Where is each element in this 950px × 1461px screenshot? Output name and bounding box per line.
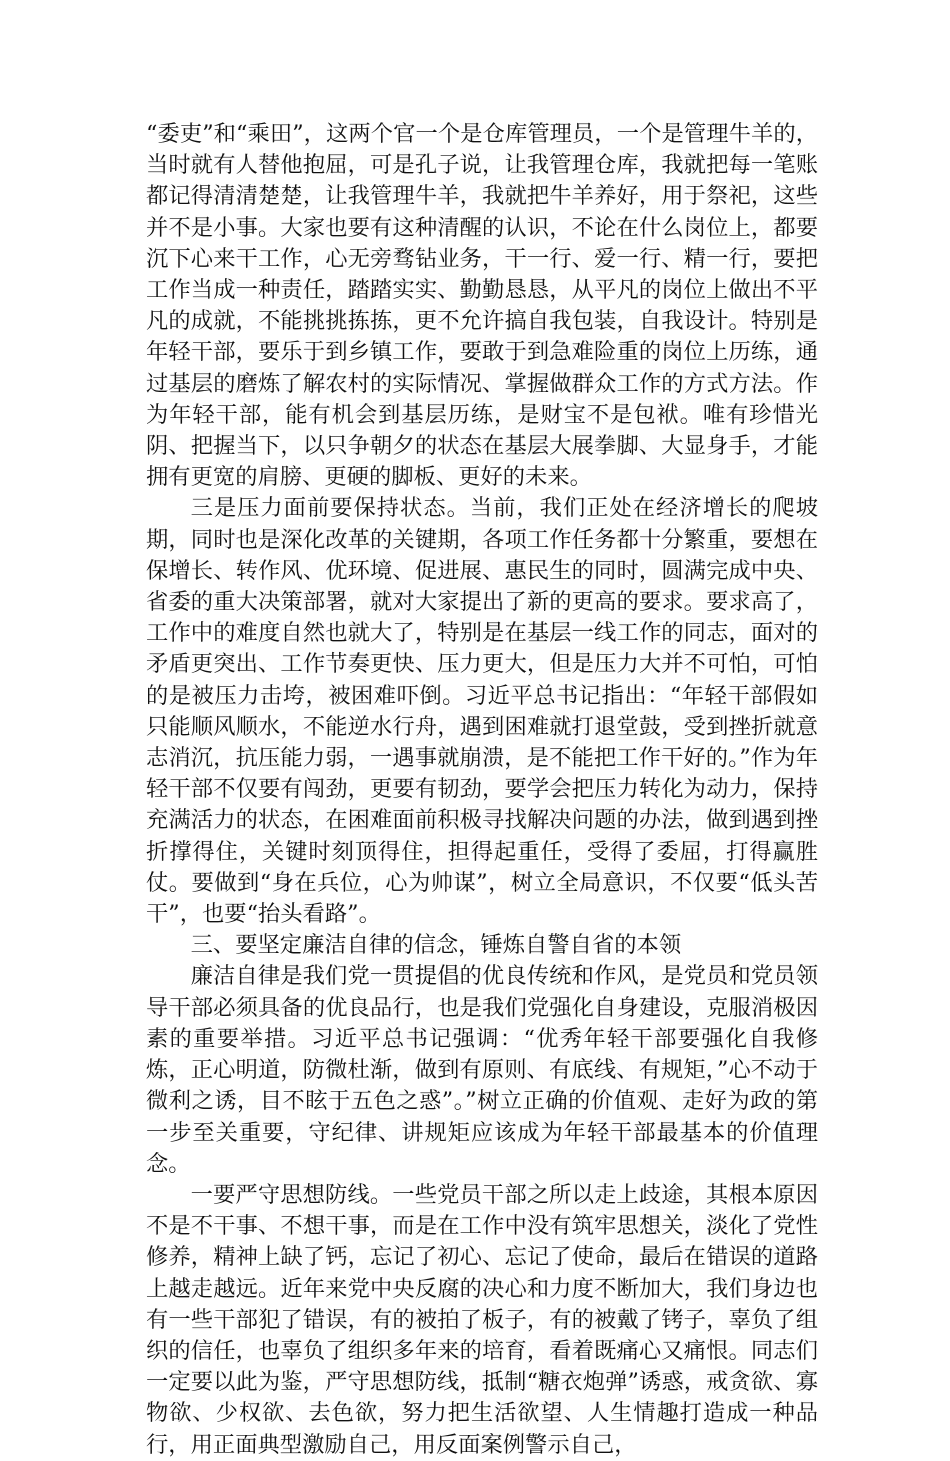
paragraph: 廉洁自律是我们党一贯提倡的优良传统和作风，是党员和党员领导干部必须具备的优良品行，也是我们党强化自身建设，克服消极因素的重要举措。习近平总书记强调：“优秀年轻干部要强化自我修炼，正心明道，防微杜渐，做到有原则、有底线、有规矩，”心不动于微利之诱，目不眩于五色之惑”。”树立正确的价值观、走好为政的第一步至关重要，守纪律、讲规矩应该成为年轻干部最基本的价值理念。	[146, 963, 818, 1177]
paragraph: 一要严守思想防线。一些党员干部之所以走上歧途，其根本原因不是不干事、不想干事，而是在工作中没有筑牢思想关，淡化了党性修养，精神上缺了钙，忘记了初心、忘记了使命，最后在错误的道路上越走越远。近年来党中央反腐的决心和力度不断加大，我们身边也有一些干部犯了错误，有的被拍了板子，有的被戴了铐子，辜负了组织的信任，也辜负了组织多年来的培育，看着既痛心又痛恨。同志们一定要以此为鉴，严守思想防线，抵制“糖衣炮弹”诱惑，戒贪欲、寡物欲、少权欲、去色欲，努力把生活欲望、人生情趣打造成一种品行，用正面典型激励自己，用反面案例警示自己，	[146, 1181, 818, 1458]
section-heading: 三、要坚定廉洁自律的信念，锤炼自警自省的本领	[190, 932, 682, 959]
document-body	[146, 119, 818, 1461]
paragraph: 三是压力面前要保持状态。当前，我们正处在经济增长的爬坡期，同时也是深化改革的关键期，各项工作任务都十分繁重，要想在保增长、转作风、优环境、促进展、惠民生的同时，圆满完成中央、省委的重大决策部署，就对大家提出了新的更高的要求。要求高了，工作中的难度自然也就大了，特别是在基层一线工作的同志，面对的矛盾更突出、工作节奏更快、压力更大，但是压力大并不可怕，可怕的是被压力击垮，被困难吓倒。习近平总书记指出：“年轻干部假如只能顺风顺水，不能逆水行舟，遇到困难就打退堂鼓，受到挫折就意志消沉，抗压能力弱，一遇事就崩溃，是不能把工作干好的。”作为年轻干部不仅要有闯劲，更要有韧劲，要学会把压力转化为动力，保持充满活力的状态，在困难面前积极寻找解决问题的办法，做到遇到挫折撑得住，关键时刻顶得住，担得起重任，受得了委屈，打得赢胜仗。要做到“身在兵位，心为帅谋”，树立全局意识，不仅要“低头苦干”，也要“抬头看路”。	[146, 495, 818, 928]
paragraph: “委吏”和“乘田”，这两个官一个是仓库管理员，一个是管理牛羊的，当时就有人替他抱屈，可是孔子说，让我管理仓库，我就把每一笔账都记得清清楚楚，让我管理牛羊，我就把牛羊养好，用于祭祀，这些并不是小事。大家也要有这种清醒的认识，不论在什么岗位上，都要沉下心来干工作，心无旁骛钻业务，干一行、爱一行、精一行，要把工作当成一种责任，踏踏实实、勤勤恳恳，从平凡的岗位上做出不平凡的成就，不能挑挑拣拣，更不允许搞自我包装，自我设计。特别是年轻干部，要乐于到乡镇工作，要敢于到急难险重的岗位上历练，通过基层的磨炼了解农村的实际情况、掌握做群众工作的方式方法。作为年轻干部，能有机会到基层历练，是财宝不是包袱。唯有珍惜光阴、把握当下，以只争朝夕的状态在基层大展拳脚、大显身手，才能拥有更宽的肩膀、更硬的脚板、更好的未来。	[146, 121, 818, 491]
